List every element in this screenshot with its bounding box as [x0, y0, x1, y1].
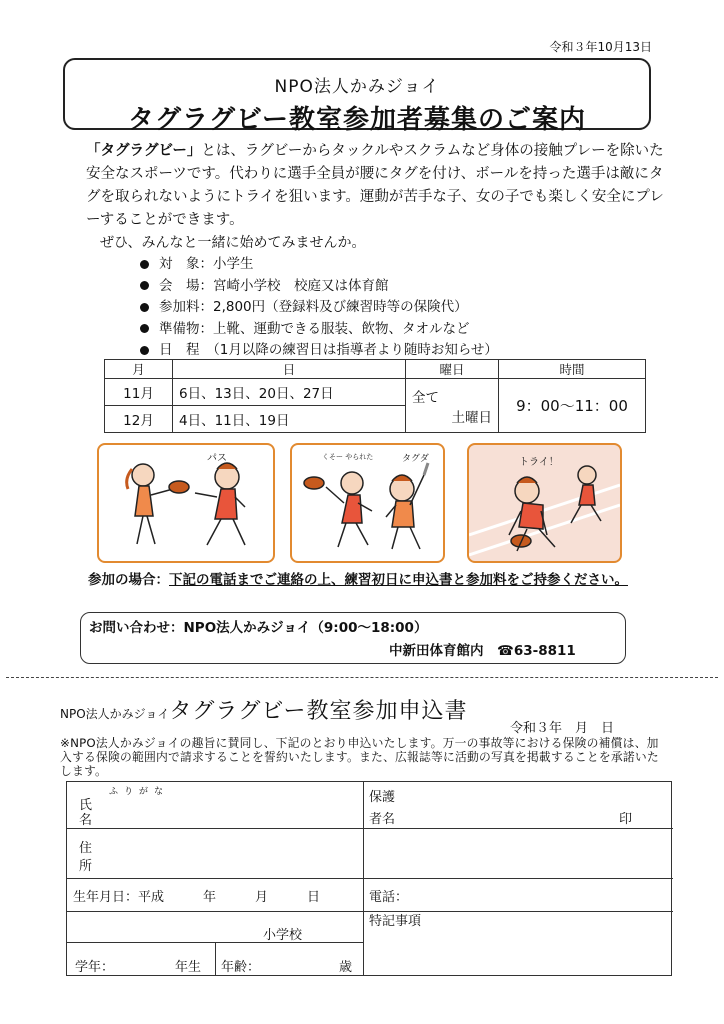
schedule-header-row: [105, 360, 646, 379]
schedule-weekday: [406, 379, 499, 433]
details-list: [140, 254, 498, 362]
guardian-label-2: 者名: [369, 812, 396, 827]
seal-label: 印: [619, 812, 633, 827]
illustration-text-pass: パス: [207, 453, 227, 464]
schedule-time: 9：00～11：00: [499, 379, 646, 433]
schedule-header-days: 日: [173, 360, 406, 379]
table-row: [105, 379, 646, 406]
apply-note-text: 下記の電話までご連絡の上、練習初日に申込書と参加料をご持参ください。: [169, 572, 628, 588]
schedule-header-weekday: 曜日: [406, 360, 499, 379]
detail-venue: 会 場：宮崎小学校 校庭又は体育館: [140, 276, 498, 298]
detail-items: 準備物：上靴、運動できる服装、飲物、タオルなど: [140, 319, 498, 341]
bullet-icon: [140, 281, 149, 290]
intro-keyword: 「タグラグビー」: [86, 143, 202, 159]
form-org: NPO法人かみジョイ: [60, 707, 170, 721]
divider: [363, 878, 364, 975]
schedule-table: [104, 359, 646, 433]
divider: [363, 782, 364, 878]
name-label-2: 名: [79, 813, 93, 828]
apply-note-label: 参加の場合：: [88, 572, 169, 588]
detail-value: 2,800円（登録料及び練習時等の保険代）: [213, 299, 468, 315]
illustration-text-try: トライ！: [519, 457, 559, 468]
address-label-1: 住: [79, 841, 93, 856]
school-label: 小学校: [263, 928, 303, 943]
detail-label: 参加料: [159, 299, 200, 315]
age-unit: 歳: [339, 960, 353, 975]
intro-text: とは、ラグビーからタックルやスクラムなど身体の接触プレーを除いた安全なスポーツです。代わりに選手全員が腰にタグを付け、ボールを持った選手は敵にタグを取られないようにトライを狙います。運動が苦手な子、女の子でも楽しく安全にプレーすることができます。: [86, 143, 664, 228]
detail-label: 準備物: [159, 320, 200, 337]
form-header: [60, 694, 468, 725]
detail-label: 会 場: [159, 277, 200, 294]
address-label-2: 所: [79, 859, 93, 874]
detail-label: 対 象: [159, 256, 200, 272]
schedule-days: 6日、13日、20日、27日: [173, 379, 406, 406]
divider: [67, 828, 673, 829]
document-date: 令和３年10月13日: [549, 40, 652, 54]
page-title: タグラグビー教室参加者募集のご案内: [128, 105, 586, 135]
detail-value: （1月以降の練習日は指導者より随時お知らせ）: [213, 342, 498, 358]
weekday-line2: 土曜日: [451, 409, 492, 426]
illustration-text-frustration: くそー やられた: [322, 453, 374, 461]
bullet-icon: [140, 303, 149, 312]
form-notice: ※NPO法人かみジョイの趣旨に賛同し、下記のとおり申込いたします。万一の事故等における保険の補償は、加入する保険の範囲内で請求することを誓約いたします。また、広報誌等に活動の写真を掲載することを承諾いたします。: [60, 736, 659, 778]
illustration-tag: [290, 443, 445, 563]
bullet-icon: [140, 260, 149, 269]
guardian-label-1: 保護: [369, 790, 396, 805]
cut-line: [6, 677, 718, 678]
phone-label: 電話：: [369, 890, 409, 905]
application-form: [66, 781, 672, 976]
illustration-pass: [97, 443, 275, 563]
apply-note: [88, 570, 648, 590]
grade-unit: 年生: [175, 960, 202, 975]
detail-fee: 参加料：2,800円（登録料及び練習時等の保険代）: [140, 297, 498, 319]
tag-scene-icon: [292, 445, 443, 561]
bullet-icon: [140, 324, 149, 333]
illustration-try: [467, 443, 622, 563]
schedule-header-month: 月: [105, 360, 173, 379]
age-label: 年齢：: [221, 960, 261, 975]
bullet-icon: [140, 346, 149, 355]
grade-label: 学年：: [75, 960, 115, 975]
pass-scene-icon: [99, 445, 273, 561]
contact-box: [80, 612, 626, 664]
detail-value: 上靴、運動できる服装、飲物、タオルなど: [213, 320, 470, 337]
detail-value: 小学生: [213, 256, 254, 272]
birthdate-label: 生年月日：平成 年 月 日: [73, 890, 321, 905]
organization-name: NPO法人かみジョイ: [274, 77, 440, 97]
contact-line1: お問い合わせ：NPO法人かみジョイ（9:00～18:00）: [89, 620, 428, 636]
divider: [67, 878, 673, 879]
illustration-text-tag: タグダ: [402, 454, 429, 464]
schedule-month: 12月: [105, 406, 173, 433]
form-date: 令和３年 月 日: [510, 721, 615, 736]
remarks-label: 特記事項: [369, 914, 422, 929]
detail-value: 宮崎小学校 校庭又は体育館: [213, 277, 389, 294]
detail-target: 対 象：小学生: [140, 254, 498, 276]
divider: [215, 942, 216, 975]
contact-line2: 中新田体育館内 ☎63-8811: [389, 643, 576, 659]
detail-label: 日 程: [159, 342, 200, 358]
intro-invite: ぜひ、みんなと一緒に始めてみませんか。: [100, 235, 366, 251]
try-scene-icon: [469, 445, 620, 561]
name-label-1: 氏: [79, 798, 93, 813]
form-title: タグラグビー教室参加申込書: [169, 699, 468, 724]
schedule-month: 11月: [105, 379, 173, 406]
title-box: [63, 58, 651, 135]
schedule-days: 4日、11日、19日: [173, 406, 406, 433]
intro-paragraph: [86, 140, 666, 232]
furigana-label: ふりがな: [109, 787, 170, 797]
schedule-header-time: 時間: [499, 360, 646, 379]
weekday-line1: 全て: [412, 389, 439, 406]
